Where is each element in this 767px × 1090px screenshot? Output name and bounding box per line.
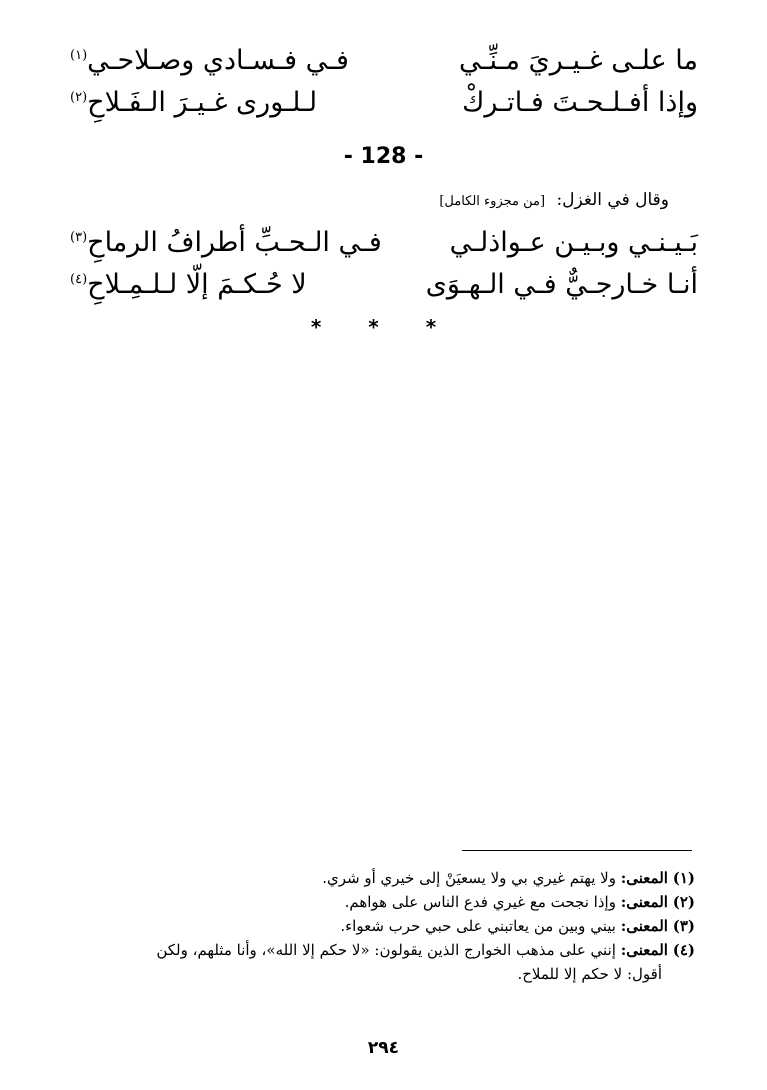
hemistich-text: فـي فـسـادي وصـلاحـي (87, 45, 349, 76)
verse-line-4 (70, 268, 698, 302)
hemistich-first: بَـيـنـي وبـيـن عـواذلـي (449, 227, 698, 258)
footnote-text: وإذا نجحت مع غيري فدع الناس على هواهم. (344, 893, 616, 911)
poem-intro (439, 187, 669, 215)
footnote-marker: (١) (70, 48, 88, 63)
verse-line-1 (70, 44, 698, 78)
footnote-text: بيني وبين من يعاتبني على حبي حرب شعواء. (340, 917, 616, 935)
hemistich-second (70, 226, 382, 260)
footnote-number: (١) (672, 869, 695, 887)
hemistich-text: لـلـورى غـيـرَ الـفَـلاحِ (87, 87, 318, 118)
footnote-label: المعنى: (620, 869, 668, 887)
footnote-number: (٣) (672, 917, 695, 935)
verse-line-3 (70, 226, 698, 260)
hemistich-second (70, 86, 317, 120)
footnote-4 (75, 938, 695, 986)
footnotes (75, 866, 695, 986)
footnote-text: إنني على مذهب الخوارج الذين يقولون: «لا حكم إلا الله»، وأنا مثلهم، ولكن (156, 941, 616, 959)
footnote-2 (75, 890, 695, 914)
hemistich-text: لا حُـكـمَ إلّا لـلـمِـلاحِ (87, 269, 307, 300)
footnote-label: المعنى: (620, 917, 668, 935)
footnote-marker: (٤) (70, 272, 88, 287)
hemistich-second (70, 268, 307, 302)
footnote-label: المعنى: (620, 893, 668, 911)
hemistich-first: ما علـى غـيـريَ مـنِّـي (459, 45, 698, 76)
section-separator: * * * (310, 315, 457, 339)
footnote-3 (75, 914, 695, 938)
footnote-continuation: أقول: لا حكم إلا للملاح. (517, 965, 662, 983)
verse-line-2 (70, 86, 698, 120)
hemistich-first: وإذا أفـلـحـتَ فـاتـركْ (462, 87, 698, 118)
footnote-rule (462, 850, 692, 851)
page-number: ٢٩٤ (367, 1038, 400, 1058)
footnote-marker: (٣) (70, 230, 88, 245)
hemistich-text: فـي الـحـبِّ أطرافُ الرماحِ (87, 227, 382, 258)
poem-number: - 128 - (343, 144, 424, 169)
hemistich-second (70, 44, 349, 78)
footnote-label: المعنى: (620, 941, 668, 959)
hemistich-first: أنـا خـارجـيٌّ فـي الـهـوَى (425, 269, 698, 300)
footnote-text: ولا يهتم غيري بي ولا يسعيَنْ إلى خيري أو شري. (322, 869, 616, 887)
footnote-marker: (٢) (70, 90, 88, 105)
footnote-number: (٤) (672, 941, 695, 959)
intro-text: وقال في الغزل: (556, 190, 669, 210)
footnote-1 (75, 866, 695, 890)
meter-label: [من مجزوء الكامل] (439, 194, 546, 209)
footnote-number: (٢) (672, 893, 695, 911)
